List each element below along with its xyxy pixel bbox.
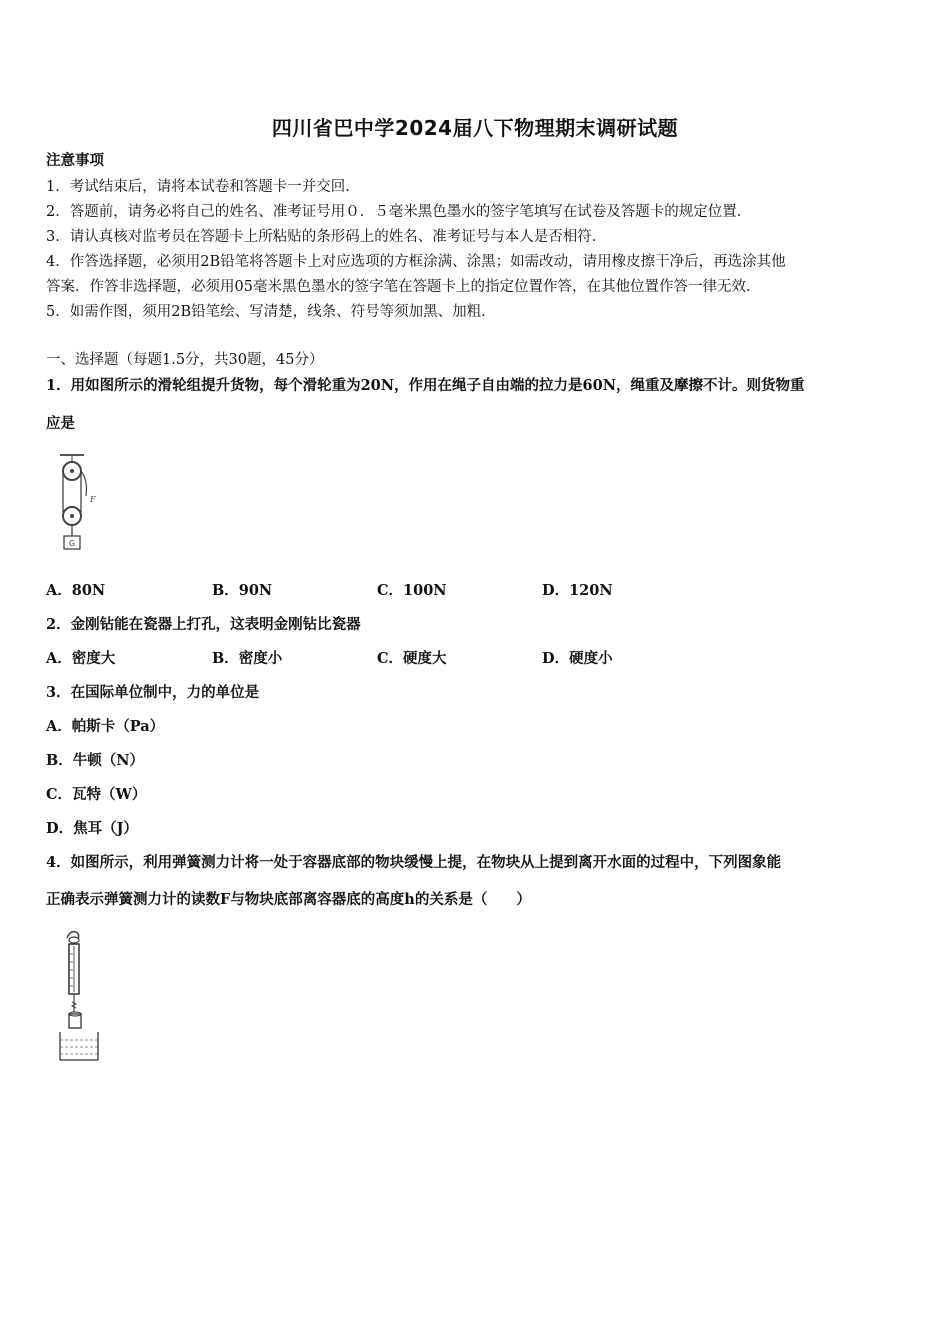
page-title: 四川省巴中学2024届八下物理期末调研试题 [271,116,679,140]
question-1-stem: 1．用如图所示的滑轮组提升货物，每个滑轮重为20N，作用在绳子自由端的拉力是60N，绳重及摩擦不计。则货物重 [46,377,805,394]
notice-item: 3．请认真核对监考员在答题卡上所粘贴的条形码上的姓名、准考证号与本人是否相符． [46,229,607,245]
q1-option-b[interactable]: B．90N [212,582,273,599]
notice-item: 4．作答选择题，必须用2B铅笔将答题卡上对应选项的方框涂满、涂黑；如需改动，请用橡皮擦干净后，再选涂其他 [46,254,786,270]
q2-option-c[interactable]: C．硬度大 [377,650,447,667]
q2-option-d[interactable]: D．硬度小 [542,650,613,667]
q3-option-c[interactable]: C．瓦特（W） [46,786,147,803]
question-3-stem: 3．在国际单位制中，力的单位是 [46,684,260,701]
question-1-stem-cont: 应是 [46,415,75,432]
spring-scale-figure [58,928,102,1064]
section-heading: 一、选择题（每题1.5分，共30题，45分） [46,352,324,368]
notice-heading: 注意事项 [46,152,104,169]
force-label: F [90,495,96,504]
q1-option-d[interactable]: D．120N [542,582,613,599]
q1-option-c[interactable]: C．100N [377,582,447,599]
notice-item: 5．如需作图，须用2B铅笔绘、写清楚，线条、符号等须加黑、加粗． [46,304,496,320]
notice-item: 1．考试结束后，请将本试卷和答题卡一并交回． [46,179,360,195]
notice-item: 答案．作答非选择题，必须用05毫米黑色墨水的签字笔在答题卡上的指定位置作答，在其他位置作答一律无效． [46,279,761,295]
pulley-system-figure [56,452,106,554]
q3-option-b[interactable]: B．牛顿（N） [46,752,145,769]
weight-label: G [68,539,76,548]
question-4-stem-cont: 正确表示弹簧测力计的读数F与物块底部离容器底的高度h的关系是（ ） [46,891,531,908]
notice-item: 2．答题前，请务必将自己的姓名、准考证号用０．５毫米黑色墨水的签字笔填写在试卷及答题卡的规定位置． [46,204,752,220]
q3-option-a[interactable]: A．帕斯卡（Pa） [46,718,165,735]
q2-option-b[interactable]: B．密度小 [212,650,283,667]
q2-option-a[interactable]: A．密度大 [46,650,116,667]
question-2-stem: 2．金刚钻能在瓷器上打孔，这表明金刚钻比瓷器 [46,616,361,633]
q3-option-d[interactable]: D．焦耳（J） [46,820,138,837]
q1-option-a[interactable]: A．80N [46,582,106,599]
question-4-stem: 4．如图所示，利用弹簧测力计将一处于容器底部的物块缓慢上提，在物块从上提到离开水面的过程中，下列图象能 [46,854,782,871]
